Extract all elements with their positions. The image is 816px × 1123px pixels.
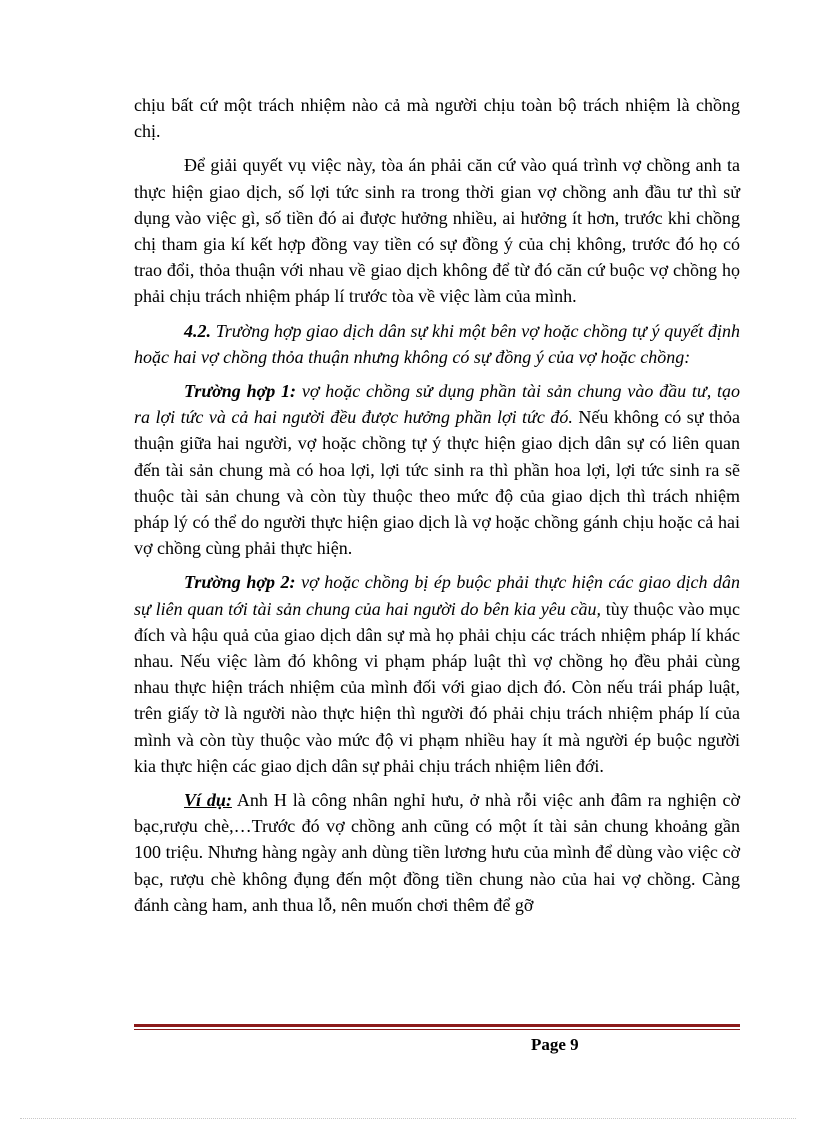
- section-heading-text: Trường hợp giao dịch dân sự khi một bên vợ hoặc chồng tự ý quyết định hoặc hai vợ chồng thỏa thuận nhưng không có sự đồng ý của vợ hoặc chồng:: [134, 320, 741, 367]
- paragraph-resolution: Để giải quyết vụ việc này, tòa án phải căn cứ vào quá trình vợ chồng anh ta thực hiện giao dịch, số lợi tức sinh ra trong thời gian vợ chồng anh đầu tư thì sử dụng vào việc gì, số tiền đó ai được hưởng nhiều, ai hưởng ít hơn, trước khi chồng chị tham gia kí kết hợp đồng vay tiền có sự đồng ý của chị không, trước đó họ có trao đổi, thỏa thuận với nhau về giao dịch không để từ đó căn cứ buộc vợ chồng họ phải chịu trách nhiệm pháp lí trước tòa về việc làm của mình.: [134, 155, 740, 307]
- paragraph-case-2: [134, 569, 740, 779]
- case-2-italic: vợ hoặc chồng bị ép buộc phải thực hiện các giao dịch dân sự liên quan tới tài sản chung của hai người do bên kia yêu cầu,: [134, 572, 741, 619]
- page-number: Page 9: [531, 1035, 579, 1054]
- section-number: 4.2.: [184, 320, 211, 341]
- body-text: [134, 92, 740, 926]
- case-2-text: tùy thuộc vào mục đích và hậu quả của giao dịch dân sự mà họ phải chịu các trách nhiệm pháp lí khác nhau. Nếu việc làm đó không vi phạm pháp luật thì vợ chồng họ đều phải cùng nhau thực hiện trách nhiệm của mình đối với giao dịch đó. Còn nếu trái pháp luật, trên giấy tờ là người nào thực hiện thì người đó phải chịu trách nhiệm pháp lí của mình và còn tùy thuộc vào mức độ vi phạm nhiều hay ít mà người ép buộc người kia thực hiện các giao dịch dân sự phải chịu trách nhiệm liên đới.: [134, 598, 740, 776]
- example-text: Anh H là công nhân nghỉ hưu, ở nhà rỗi việc anh đâm ra nghiện cờ bạc,rượu chè,…Trước đó vợ chồng anh cũng có một ít tài sản chung khoảng gần 100 triệu. Nhưng hàng ngày anh dùng tiền lương hưu của mình để dùng vào việc cờ bạc, rượu chè không đụng đến một đồng tiền chung nào của hai vợ chồng. Càng đánh càng ham, anh thua lỗ, nên muốn chơi thêm để gỡ: [134, 790, 740, 915]
- case-2-label: Trường hợp 2:: [184, 572, 296, 593]
- paragraph-case-1: [134, 378, 740, 561]
- section-heading-4-2: [134, 318, 740, 370]
- footer-rule-thin: [134, 1029, 740, 1030]
- paragraph-example: [134, 787, 740, 918]
- paragraph-continuation: chịu bất cứ một trách nhiệm nào cả mà người chịu toàn bộ trách nhiệm là chồng chị.: [134, 95, 740, 142]
- example-label: Ví dụ:: [184, 790, 232, 811]
- footer-rule-thick: [134, 1024, 740, 1027]
- case-1-text: Nếu không có sự thỏa thuận giữa hai người, vợ hoặc chồng tự ý thực hiện giao dịch dân sự có liên quan đến tài sản chung mà có hoa lợi, lợi tức sinh ra thì phần hoa lợi, lợi tức sinh ra sẽ thuộc tài sản chung và còn tùy thuộc theo mức độ của giao dịch thì trách nhiệm pháp lý có thể do người thực hiện giao dịch là vợ hoặc chồng gánh chịu hoặc cả hai vợ chồng cùng phải thực hiện.: [134, 407, 740, 559]
- page-boundary-dotted: [20, 1118, 796, 1119]
- case-1-label: Trường hợp 1:: [184, 381, 297, 402]
- case-1-italic: vợ hoặc chồng sử dụng phần tài sản chung vào đầu tư, tạo ra lợi tức và cả hai người đều được hưởng phần lợi tức đó.: [134, 381, 741, 428]
